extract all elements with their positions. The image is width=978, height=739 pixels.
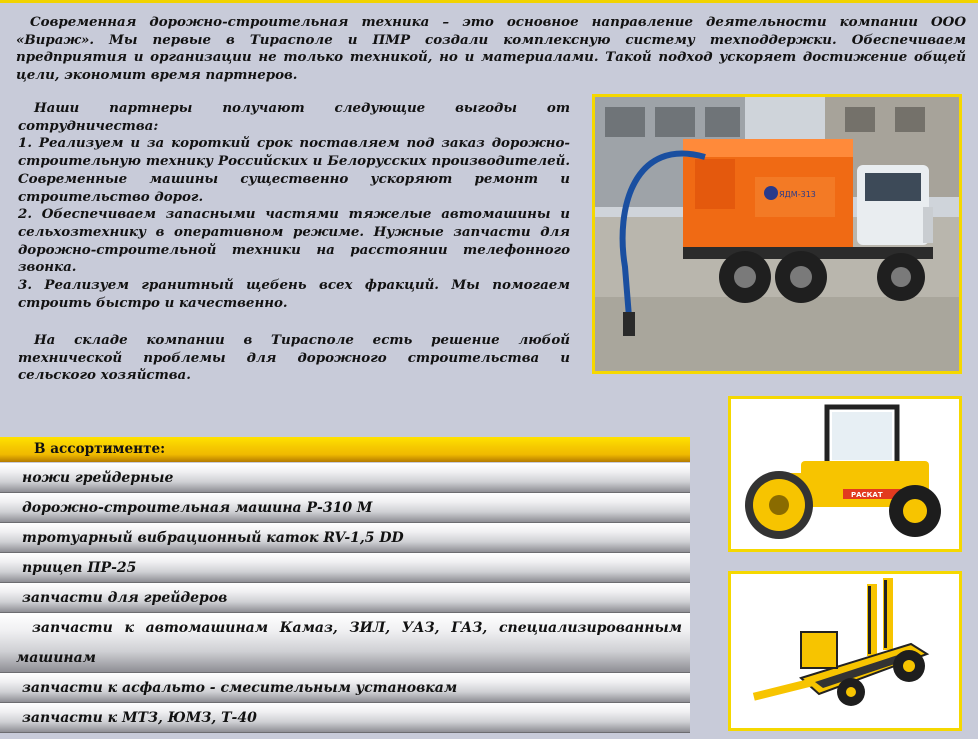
road-roller-photo: [728, 396, 962, 552]
list-item: прицеп ПР-25: [0, 553, 690, 583]
benefit-item: 1. Реализуем и за короткий срок поставляем под заказ дорожно-строительную технику Российских и Белорусских производителей. Современные машины существенно ускоряют ремонт и строительство дорог.: [18, 135, 570, 205]
trailer-photo: [728, 571, 962, 731]
list-item: дорожно-строительная машина Р-310 М: [0, 493, 690, 523]
trailer-image: [731, 574, 959, 728]
closing-paragraph: На складе компании в Тирасполе есть решение любой технической проблемы для дорожного строительства и сельского хозяйства.: [18, 332, 570, 384]
benefits-section: [18, 100, 570, 312]
list-item-line: машинам: [16, 650, 96, 666]
list-item: тротуарный вибрационный каток RV-1,5 DD: [0, 523, 690, 553]
truck-badge-text: ЯДМ-313: [779, 190, 816, 199]
assortment-list: [0, 463, 690, 733]
benefit-item: 3. Реализуем гранитный щебень всех фракций. Мы помогаем строить быстро и качественно.: [18, 277, 570, 311]
road-roller-image: [731, 399, 959, 549]
list-item: запчасти к МТЗ, ЮМЗ, Т-40: [0, 703, 690, 733]
list-item: [0, 613, 690, 673]
top-accent-line: [0, 0, 978, 3]
assortment-header: В ассортименте:: [0, 437, 690, 462]
intro-paragraph: Современная дорожно-строительная техника – это основное направление деятельности компании ООО «Вираж». Мы первые в Тирасполе и ПМР создали комплексную систему техподдержки. Обеспечиваем предприятия и организации не только техникой, но и материалами. Такой подход ускоряет достижение общей цели, экономит время партнеров.: [16, 14, 966, 83]
list-item-line: запчасти к автомашинам Камаз, ЗИЛ, УАЗ, ГАЗ, специализированным: [32, 620, 682, 636]
road-repair-truck-photo: [592, 94, 962, 374]
benefit-item: 2. Обеспечиваем запасными частями тяжелые автомашины и сельхозтехнику в оперативном режиме. Нужные запчасти для дорожно-строительной техники на расстоянии телефонного звонка.: [18, 206, 570, 276]
roller-brand-text: РАСКАТ: [851, 491, 883, 499]
road-repair-truck-image: [595, 97, 959, 371]
list-item: запчасти к асфальто - смесительным установкам: [0, 673, 690, 703]
list-item: запчасти для грейдеров: [0, 583, 690, 613]
list-item: ножи грейдерные: [0, 463, 690, 493]
benefits-lead: Наши партнеры получают следующие выгоды от сотрудничества:: [18, 100, 570, 134]
